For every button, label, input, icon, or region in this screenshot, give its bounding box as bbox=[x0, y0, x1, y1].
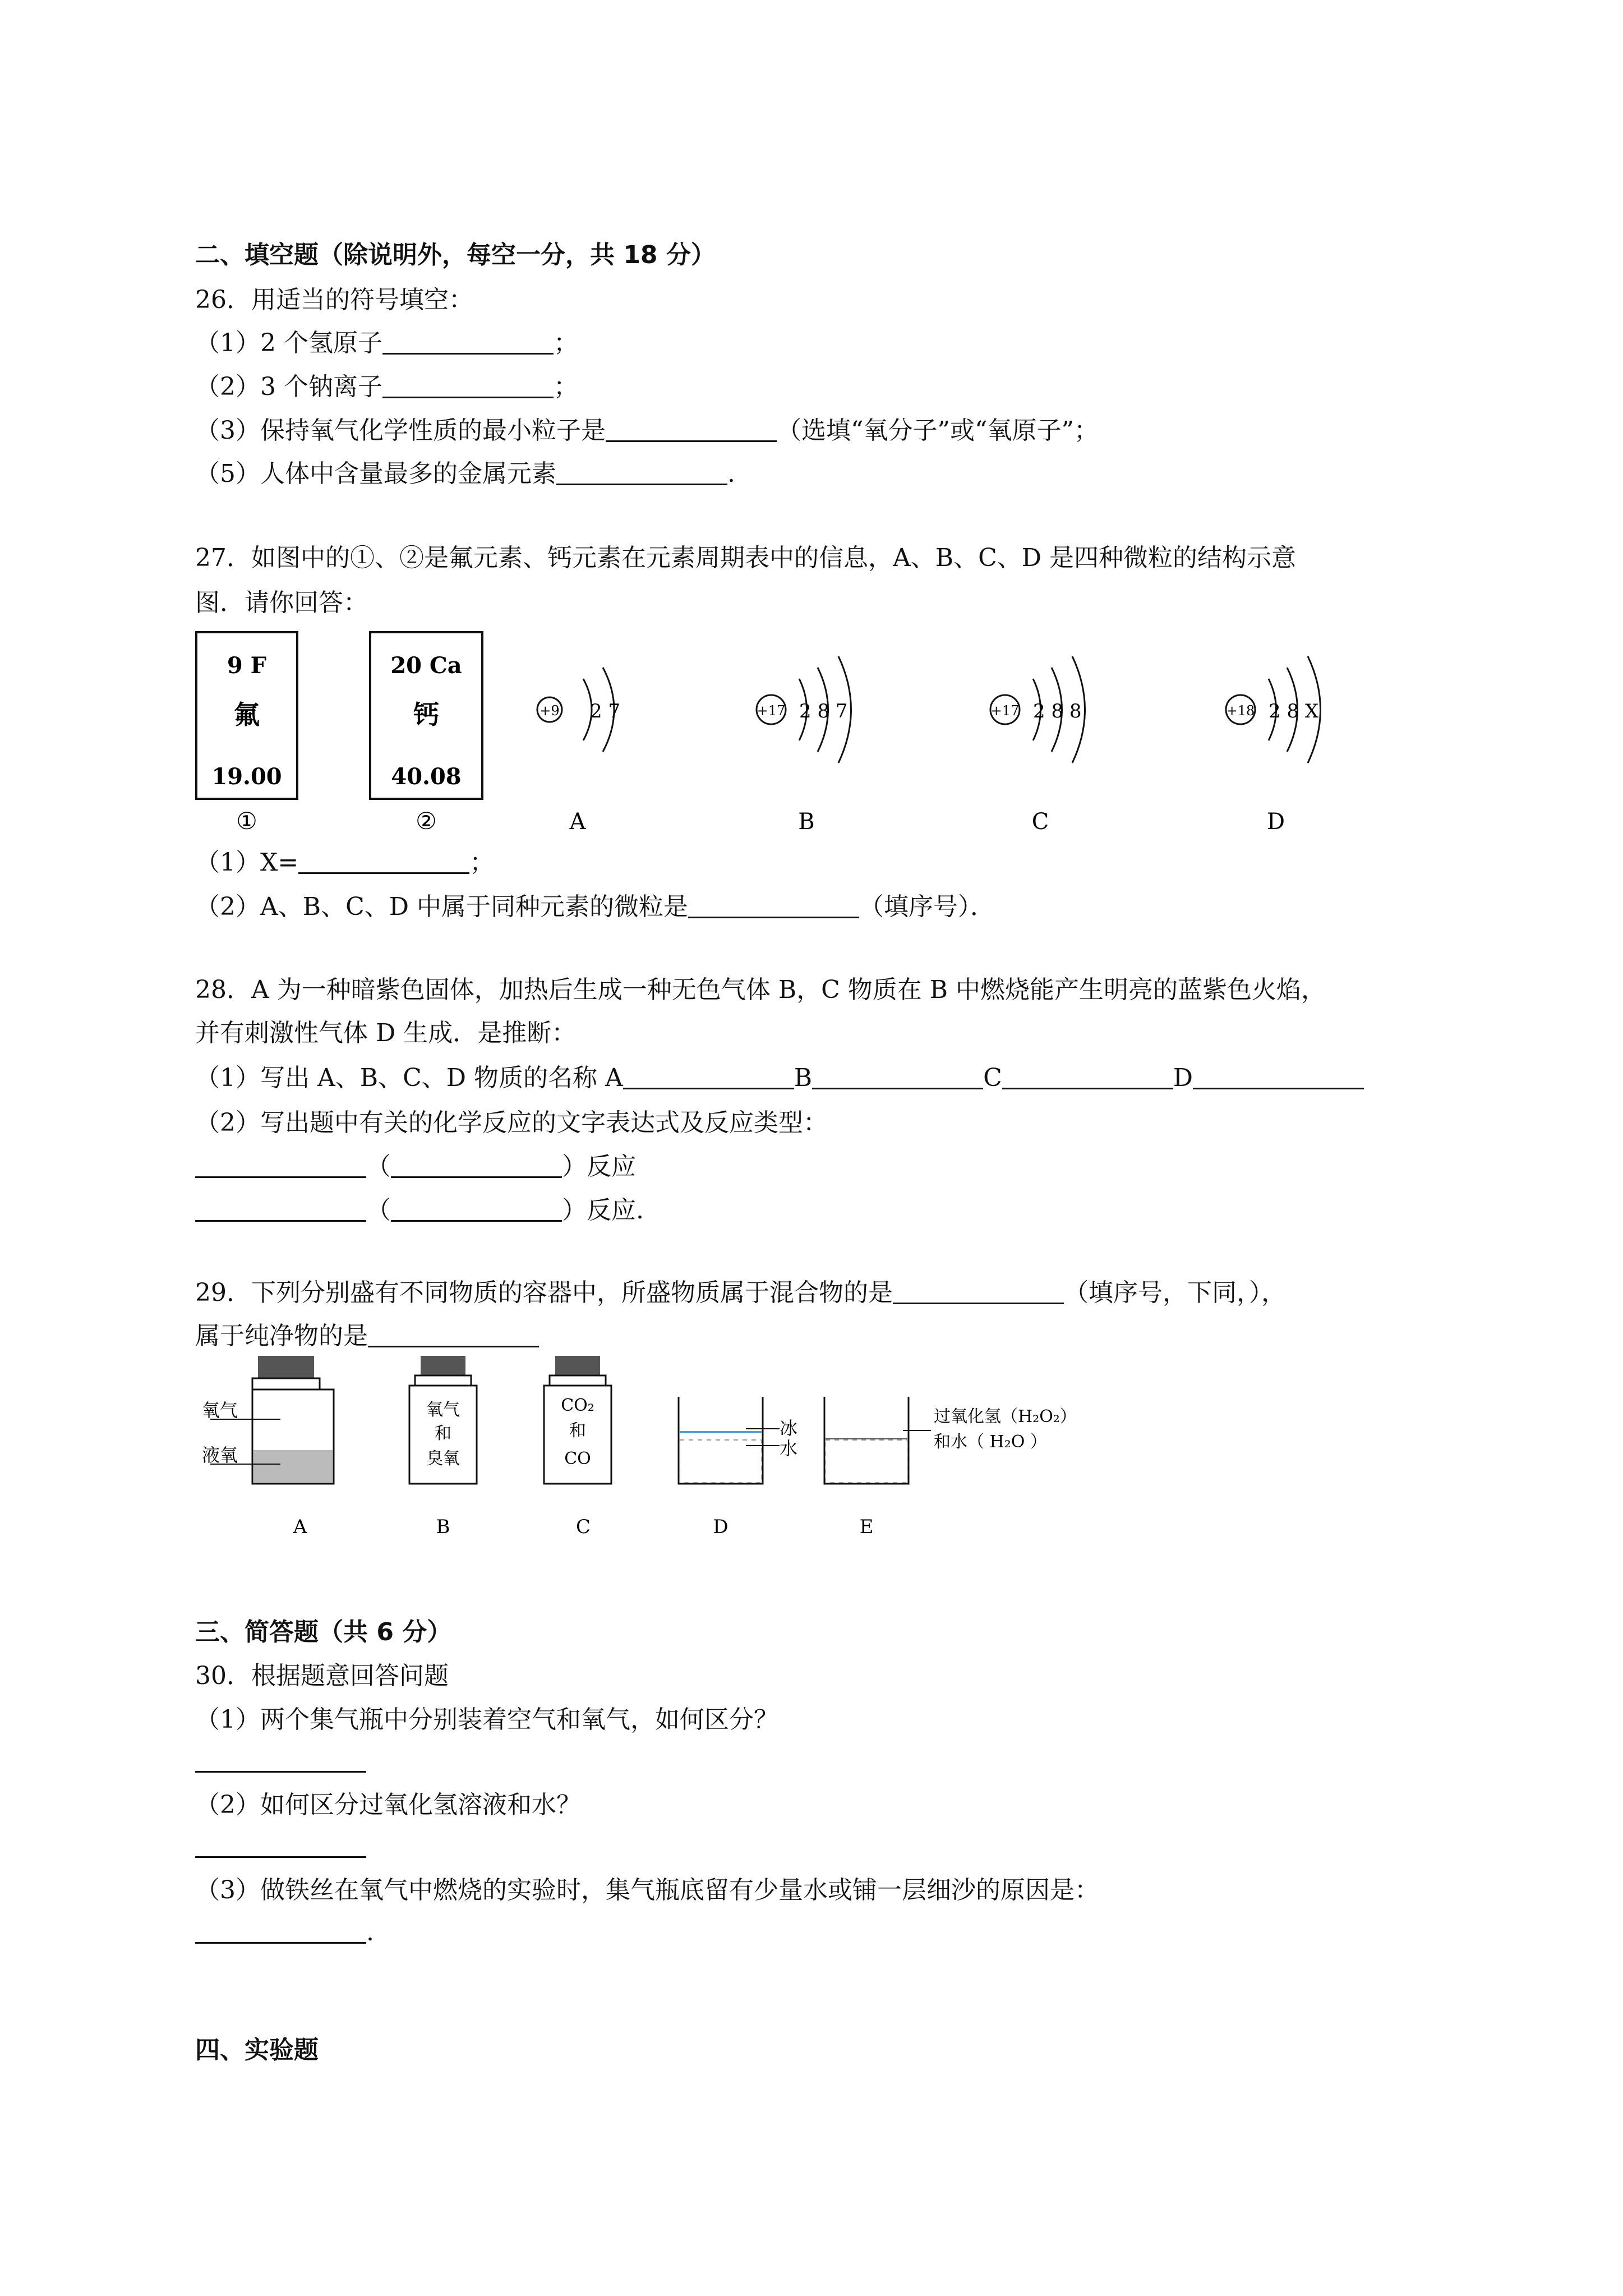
q29-stem-line2 bbox=[195, 1319, 539, 1353]
answer-blank[interactable] bbox=[382, 328, 554, 355]
beaker-d-label: D bbox=[713, 1516, 728, 1538]
element-card-calcium bbox=[370, 632, 482, 835]
q26-part1 bbox=[195, 326, 578, 360]
bottle-c-line3: CO bbox=[564, 1449, 591, 1469]
atom-c-shells: 2 8 8 bbox=[1033, 700, 1082, 723]
answer-blank[interactable] bbox=[688, 892, 859, 918]
q26-part5-end: . bbox=[727, 459, 735, 488]
bottle-b-line1: 氧气 bbox=[426, 1400, 460, 1420]
bottle-b-line2: 和 bbox=[435, 1424, 451, 1443]
q26-part1-end: ； bbox=[553, 329, 578, 357]
card2-name: 钙 bbox=[413, 700, 439, 730]
q28-part2: （2）写出题中有关的化学反应的文字表达式及反应类型： bbox=[195, 1108, 828, 1137]
card1-label: ① bbox=[236, 807, 257, 835]
answer-blank-c[interactable] bbox=[1002, 1063, 1173, 1089]
q26-part3 bbox=[195, 414, 1099, 448]
bottle-c-line1: CO₂ bbox=[561, 1396, 594, 1415]
beaker-e bbox=[824, 1397, 931, 1484]
bottle-c-label: C bbox=[575, 1516, 591, 1538]
answer-blank-type[interactable] bbox=[391, 1152, 562, 1178]
answer-blank[interactable] bbox=[298, 848, 469, 874]
atom-d-shells: 2 8 X bbox=[1269, 700, 1319, 723]
reaction-suffix: ）反应. bbox=[562, 1196, 644, 1225]
q27-part2-text: （2）A、B、C、D 中属于同种元素的微粒是 bbox=[195, 892, 689, 921]
q27-stem-line2: 图．请你回答： bbox=[195, 588, 368, 617]
q28-b-label: B bbox=[794, 1064, 813, 1092]
q30-part3-answer bbox=[195, 1916, 374, 1949]
answer-blank-b[interactable] bbox=[812, 1063, 983, 1089]
answer-blank-pure[interactable] bbox=[368, 1321, 539, 1347]
answer-blank[interactable] bbox=[195, 1746, 366, 1773]
beaker-e-line2: 和水（ H₂O ） bbox=[934, 1432, 1047, 1452]
q27-figure bbox=[191, 625, 1368, 839]
bottle-a-label: A bbox=[293, 1516, 307, 1538]
q30-part2: （2）如何区分过氧化氢溶液和水？ bbox=[195, 1791, 581, 1819]
q27-part2-end: （填序号）． bbox=[859, 892, 995, 921]
atom-c-nucleus: +17 bbox=[990, 703, 1020, 719]
atom-d-label: D bbox=[1266, 809, 1285, 835]
q29-stem-line1 bbox=[195, 1276, 1286, 1310]
q28-part1-text: （1）写出 A、B、C、D 物质的名称 A bbox=[195, 1064, 623, 1092]
q29-figure bbox=[191, 1355, 1144, 1540]
q26-part5 bbox=[195, 457, 735, 491]
beaker-d bbox=[679, 1397, 780, 1484]
bottle-c-line2: 和 bbox=[569, 1421, 586, 1441]
bottle-a-top-label: 氧气 bbox=[202, 1400, 238, 1421]
card2-label: ② bbox=[416, 807, 437, 835]
answer-blank[interactable] bbox=[195, 1917, 366, 1944]
q27-part1-end: ； bbox=[469, 848, 495, 877]
q27-stem-line1: 27．如图中的①、②是氟元素、钙元素在元素周期表中的信息，A、B、C、D 是四种微粒的结构示意 bbox=[195, 544, 1297, 572]
answer-blank-equation[interactable] bbox=[195, 1152, 366, 1178]
answer-blank-a[interactable] bbox=[623, 1063, 794, 1089]
card2-mass: 40.08 bbox=[391, 763, 462, 790]
q28-equation1 bbox=[195, 1150, 636, 1184]
q27-part1-text: （1）X= bbox=[195, 848, 299, 877]
answer-blank-d[interactable] bbox=[1193, 1063, 1364, 1089]
beaker-d-line2: 水 bbox=[780, 1438, 798, 1459]
answer-blank[interactable] bbox=[195, 1832, 366, 1858]
bottle-a-bottom-label: 液氧 bbox=[202, 1444, 238, 1466]
atom-b-nucleus: +17 bbox=[757, 703, 786, 719]
q28-equation2 bbox=[195, 1194, 644, 1227]
card1-name: 氟 bbox=[234, 700, 260, 730]
q26-part2-end: ； bbox=[553, 372, 578, 401]
q26-part1-text: （1）2 个氢原子 bbox=[195, 329, 382, 357]
q29-stem-end: （填序号，下同，）， bbox=[1064, 1278, 1286, 1307]
q26-stem: 26．用适当的符号填空： bbox=[195, 286, 473, 314]
bottle-b-line3: 臭氧 bbox=[426, 1449, 460, 1469]
q30-part3-end: . bbox=[366, 1918, 374, 1947]
card1-mass: 19.00 bbox=[211, 763, 282, 790]
answer-blank[interactable] bbox=[606, 416, 777, 442]
answer-blank[interactable] bbox=[382, 372, 554, 398]
atom-b-shells: 2 8 7 bbox=[799, 700, 848, 723]
bottle-b-label: B bbox=[436, 1516, 450, 1538]
q26-part2-text: （2）3 个钠离子 bbox=[195, 372, 382, 401]
open-paren: （ bbox=[366, 1152, 391, 1181]
open-paren: （ bbox=[366, 1196, 391, 1225]
q28-d-label: D bbox=[1173, 1064, 1193, 1092]
section2-heading: 二、填空题（除说明外，每空一分，共 18 分） bbox=[195, 241, 716, 269]
beaker-d-line1: 冰 bbox=[780, 1418, 798, 1439]
q27-part1 bbox=[195, 846, 494, 880]
answer-blank[interactable] bbox=[556, 459, 727, 485]
q30-stem: 30．根据题意回答问题 bbox=[195, 1662, 449, 1690]
q26-part3-end: （选填“氧分子”或“氧原子”； bbox=[777, 416, 1099, 445]
answer-blank-mixture[interactable] bbox=[893, 1278, 1064, 1304]
atom-d-nucleus: +18 bbox=[1226, 703, 1255, 719]
q29-stem-text: 29．下列分别盛有不同物质的容器中，所盛物质属于混合物的是 bbox=[195, 1278, 893, 1307]
section3-heading: 三、简答题（共 6 分） bbox=[195, 1618, 452, 1646]
q30-part3: （3）做铁丝在氧气中燃烧的实验时，集气瓶底留有少量水或铺一层细沙的原因是： bbox=[195, 1876, 1099, 1904]
q29-stem2-text: 属于纯净物的是 bbox=[195, 1322, 368, 1350]
q30-part1-answer bbox=[195, 1745, 366, 1778]
card1-num-symbol: 9 F bbox=[227, 652, 267, 679]
answer-blank-type[interactable] bbox=[391, 1195, 562, 1222]
q27-part2 bbox=[195, 890, 995, 924]
q30-part2-answer bbox=[195, 1830, 366, 1864]
card2-num-symbol: 20 Ca bbox=[390, 652, 462, 679]
atom-a-label: A bbox=[569, 809, 586, 835]
atom-b-label: B bbox=[798, 809, 815, 835]
q28-c-label: C bbox=[983, 1064, 1002, 1092]
atom-c-label: C bbox=[1031, 809, 1049, 835]
q26-part2 bbox=[195, 370, 578, 404]
q26-part3-text: （3）保持氧气化学性质的最小粒子是 bbox=[195, 416, 606, 445]
reaction-suffix: ）反应 bbox=[562, 1152, 636, 1181]
q28-stem-line2: 并有刺激性气体 D 生成．是推断： bbox=[195, 1019, 577, 1047]
beaker-e-line1: 过氧化氢（H₂O₂） bbox=[934, 1407, 1077, 1427]
atom-a-shells: 2 7 bbox=[590, 700, 621, 723]
beaker-e-label: E bbox=[859, 1516, 874, 1538]
q28-part1 bbox=[195, 1061, 1364, 1095]
q30-part1: （1）两个集气瓶中分别装着空气和氧气，如何区分？ bbox=[195, 1705, 778, 1734]
element-card-fluorine bbox=[196, 632, 297, 835]
q28-stem-line1: 28．A 为一种暗紫色固体，加热后生成一种无色气体 B，C 物质在 B 中燃烧能产生明亮的蓝紫色火焰， bbox=[195, 976, 1326, 1004]
atom-a-nucleus: +9 bbox=[540, 703, 560, 719]
answer-blank-equation[interactable] bbox=[195, 1195, 366, 1222]
section4-heading: 四、实验题 bbox=[195, 2036, 319, 2064]
q26-part5-text: （5）人体中含量最多的金属元素 bbox=[195, 459, 556, 488]
